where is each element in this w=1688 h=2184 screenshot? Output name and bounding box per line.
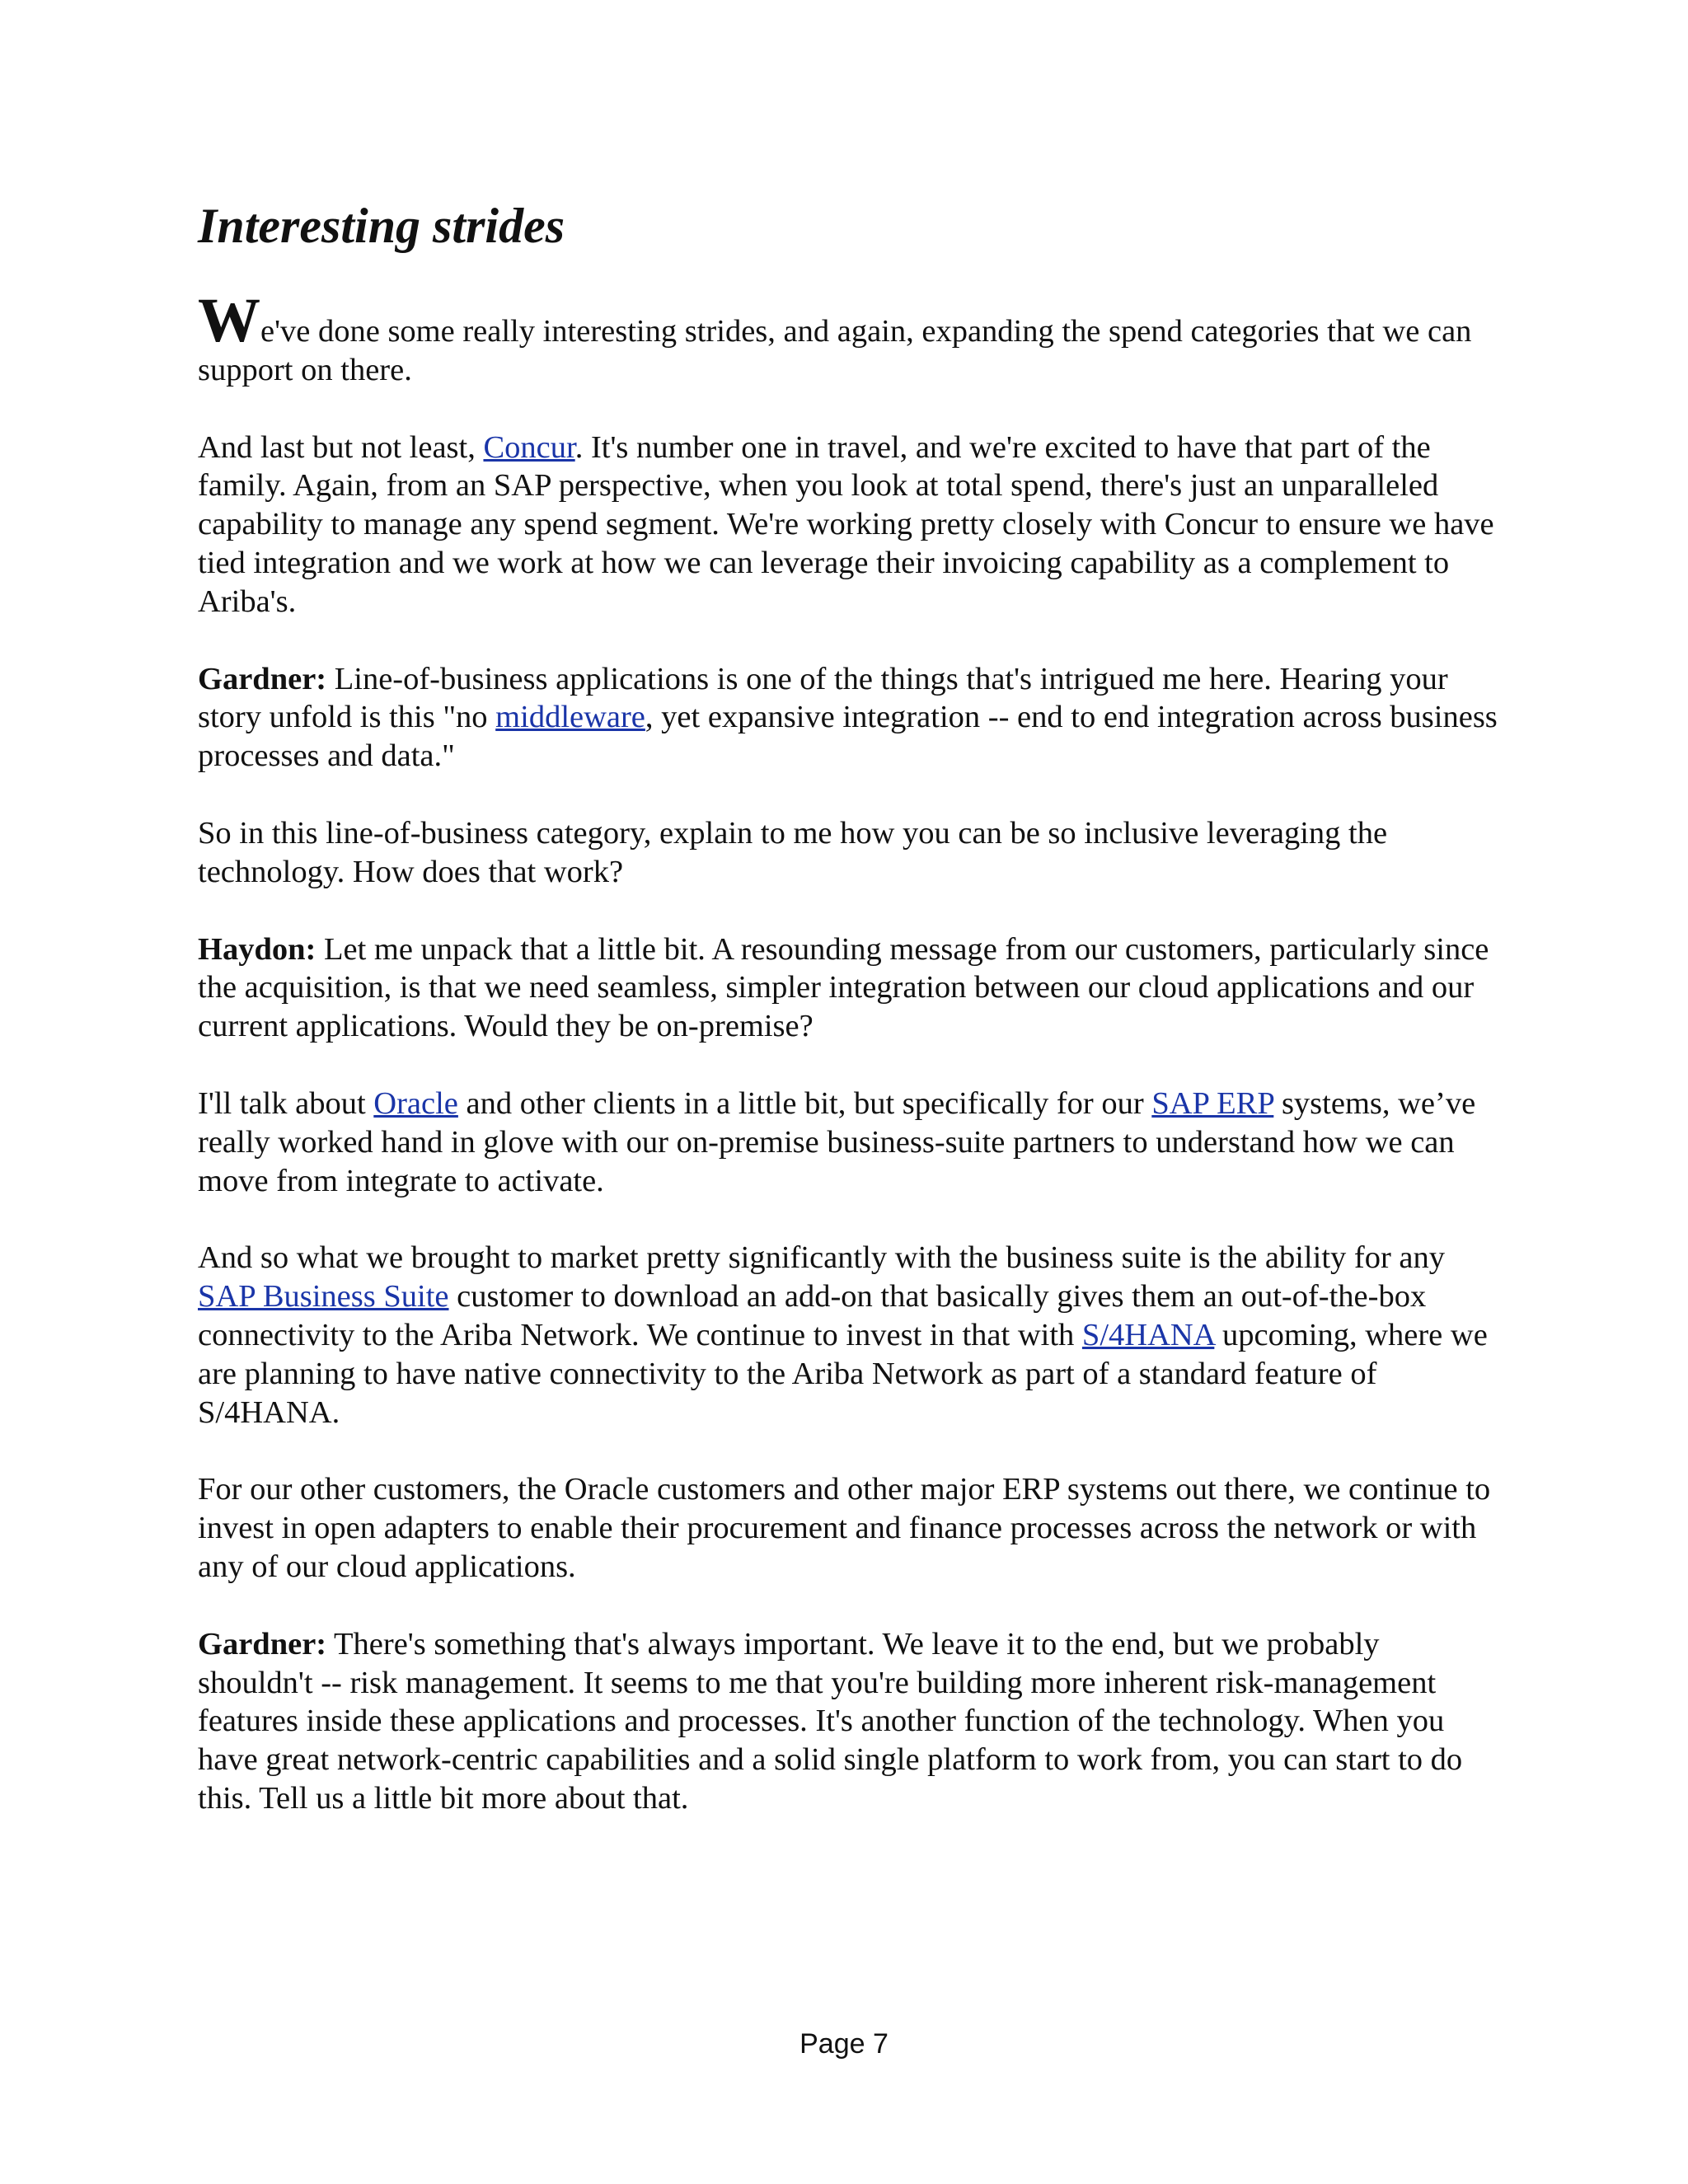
- speaker-label: Gardner:: [198, 1626, 327, 1661]
- paragraph-6-text-b: and other clients in a little bit, but specifically for our: [457, 1085, 1152, 1121]
- paragraph-2-text-b: . It's number one in travel, and we're excited to have that part of the family. Again, from an SAP perspective, when you look at total spend, there's just an unparalleled capability to manage any spend segment. We're working pretty closely with Concur to ensure we have tied integration and we work at how we can leverage their invoicing capability as a complement to Ariba's.: [198, 429, 1494, 619]
- section-heading: Interesting strides: [198, 199, 565, 253]
- paragraph-7-text-a: And so what we brought to market pretty significantly with the business suite is the ability for any: [198, 1240, 1446, 1276]
- paragraph-2: [198, 429, 1500, 621]
- speaker-label: Haydon:: [198, 931, 316, 967]
- sap-erp-link[interactable]: SAP ERP: [1151, 1085, 1274, 1121]
- concur-link[interactable]: Concur: [483, 429, 575, 465]
- paragraph-9: [198, 1625, 1500, 1818]
- paragraph-7: [198, 1239, 1500, 1432]
- paragraph-3-text-a: Line-of-business applications is one of the things that's intrigued me here. Hearing your story unfold is this "no: [198, 661, 1448, 735]
- article-body: [198, 286, 1500, 1857]
- paragraph-3-text-b: , yet expansive integration -- end to end integration across business processes and data.": [198, 700, 1498, 774]
- paragraph-5-text: Let me unpack that a little bit. A resounding message from our customers, particularly since the acquisition, is that we need seamless, simpler integration between our cloud applications and our current applications. Would they be on-premise?: [198, 931, 1489, 1044]
- paragraph-7-text-b: customer to download an add-on that basically gives them an out-of-the-box connectivity to the Ariba Network. We continue to invest in that with: [198, 1279, 1427, 1352]
- paragraph-8: For our other customers, the Oracle customers and other major ERP systems out there, we continue to invest in open adapters to enable their procurement and finance processes across the network or with any of our cloud applications.: [198, 1472, 1491, 1584]
- paragraph-3: [198, 660, 1500, 776]
- speaker-label: Gardner:: [198, 661, 327, 696]
- paragraph-6-text-a: I'll talk about: [198, 1085, 374, 1121]
- paragraph-7-text-c: upcoming, where we are planning to have native connectivity to the Ariba Network as part of a standard feature of S/4HANA.: [198, 1317, 1488, 1430]
- drop-cap: W: [198, 286, 260, 355]
- sap-business-suite-link[interactable]: SAP Business Suite: [198, 1279, 449, 1315]
- paragraph-9-text: There's something that's always important. We leave it to the end, but we probably shouldn't -- risk management. It seems to me that you're building more inherent risk-management features inside these applications and processes. It's another function of the technology. When you have great network-centric capabilities and a solid single platform to work from, you can start to do this. Tell us a little bit more about that.: [198, 1626, 1463, 1816]
- paragraph-2-text-a: And last but not least,: [198, 429, 484, 465]
- middleware-link[interactable]: middleware: [495, 700, 645, 735]
- paragraph-1-text: e've done some really interesting strides, and again, expanding the spend categories that we can support on there.: [198, 314, 1472, 387]
- oracle-link[interactable]: Oracle: [373, 1085, 458, 1121]
- paragraph-1: [198, 286, 1500, 390]
- paragraph-4: So in this line-of-business category, explain to me how you can be so inclusive leveraging the technology. How does that work?: [198, 815, 1388, 889]
- paragraph-5: [198, 930, 1500, 1046]
- s4hana-link[interactable]: S/4HANA: [1081, 1317, 1215, 1352]
- page-number: Page 7: [799, 2028, 889, 2060]
- paragraph-6-text-c: systems, we’ve really worked hand in glove with our on-premise business-suite partners to understand how we can move from integrate to activate.: [198, 1085, 1476, 1198]
- paragraph-6: [198, 1085, 1500, 1200]
